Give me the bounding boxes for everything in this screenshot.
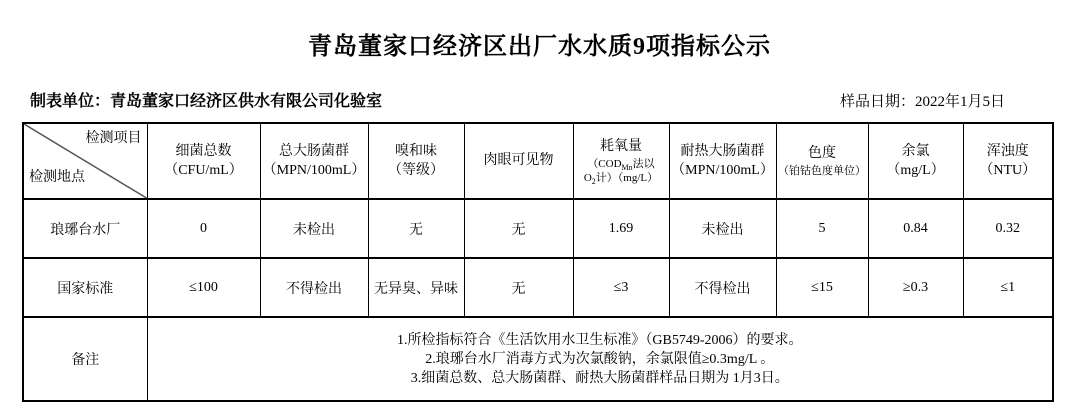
meta-row — [0, 88, 1079, 111]
col-header-total-bacteria — [147, 123, 260, 199]
col-header-thermotolerant-coliform — [669, 123, 776, 199]
data-cell: 0.32 — [963, 199, 1053, 258]
data-cell: 不得检出 — [260, 258, 368, 317]
col-header-unit: （mg/L） — [886, 163, 945, 178]
data-cell: ≤100 — [147, 258, 260, 317]
corner-label-test-item: 检测项目 — [85, 131, 142, 146]
col-header-total-coliform — [260, 123, 368, 199]
data-cell: 不得检出 — [669, 258, 776, 317]
data-cell: 0 — [147, 199, 260, 258]
col-header-label: 色度 — [808, 146, 836, 161]
col-header-chroma — [776, 123, 868, 199]
corner-header-cell — [23, 123, 147, 199]
data-cell: ≥0.3 — [868, 258, 963, 317]
table-row-langyatai-plant — [23, 199, 1053, 258]
corner-label-test-site: 检测地点 — [29, 170, 85, 185]
remark-content — [147, 317, 1053, 401]
page-title: 青岛董家口经济区出厂水水质9项指标公示 — [308, 34, 771, 60]
data-cell: ≤1 — [963, 258, 1053, 317]
col-header-residual-chlorine — [868, 123, 963, 199]
data-cell: ≤3 — [573, 258, 669, 317]
remark-line: 3.细菌总数、总大肠菌群、耐热大肠菌群样品日期为 1月3日。 — [410, 370, 789, 386]
row-label-langyatai-plant: 琅琊台水厂 — [23, 199, 147, 258]
remark-label: 备注 — [23, 317, 147, 401]
data-cell: 5 — [776, 199, 868, 258]
table-row-remarks — [23, 317, 1053, 401]
col-header-label: 肉眼可见物 — [483, 153, 554, 168]
data-cell: 0.84 — [868, 199, 963, 258]
data-cell: 未检出 — [260, 199, 368, 258]
col-header-cod — [573, 123, 669, 199]
data-cell: 1.69 — [573, 199, 669, 258]
col-header-unit-line2: $O_2$计）（mg/L） — [583, 172, 659, 187]
col-header-label: 耐热大肠菌群 — [680, 144, 765, 159]
col-header-label: 余氯 — [901, 144, 930, 159]
remark-line: 1.所检指标符合《生活饮用水卫生标准》（GB5749-2006）的要求。 — [396, 332, 803, 348]
water-quality-table — [22, 122, 1054, 402]
col-header-unit: （等级） — [388, 163, 444, 178]
data-cell: 无异臭、异味 — [368, 258, 464, 317]
prepared-by-label: 制表单位：青岛董家口经济区供水有限公司化验室 — [30, 93, 383, 110]
table-header-row — [23, 123, 1053, 199]
col-header-odor-taste — [368, 123, 464, 199]
col-header-unit: （MPN/100mL） — [262, 163, 366, 178]
table-row-national-standard — [23, 258, 1053, 317]
col-header-label: 细菌总数 — [175, 144, 232, 159]
col-header-unit-line1: （$COD_{Mn}$法以 — [587, 158, 655, 173]
data-cell: 无 — [464, 258, 573, 317]
col-header-unit: （MPN/100mL） — [671, 163, 774, 178]
col-header-unit: （NTU） — [979, 163, 1037, 178]
col-header-label: 嗅和味 — [395, 144, 437, 159]
col-header-visible-matter — [464, 123, 573, 199]
row-label-national-standard: 国家标准 — [23, 258, 147, 317]
sample-date-label: 样品日期：2022年1月5日 — [839, 94, 1005, 110]
col-header-label: 总大肠菌群 — [279, 144, 349, 159]
data-cell: 未检出 — [669, 199, 776, 258]
remark-line: 2.琅琊台水厂消毒方式为次氯酸钠，余氯限值≥0.3mg/L 。 — [425, 351, 775, 367]
data-cell: 无 — [464, 199, 573, 258]
col-header-unit: （CFU/mL） — [164, 163, 243, 178]
data-cell: ≤15 — [776, 258, 868, 317]
col-header-unit: （铂钴色度单位） — [778, 165, 866, 177]
data-cell: 无 — [368, 199, 464, 258]
col-header-label: 耗氧量 — [600, 139, 642, 154]
col-header-label: 浑浊度 — [986, 144, 1029, 159]
col-header-turbidity — [963, 123, 1053, 199]
